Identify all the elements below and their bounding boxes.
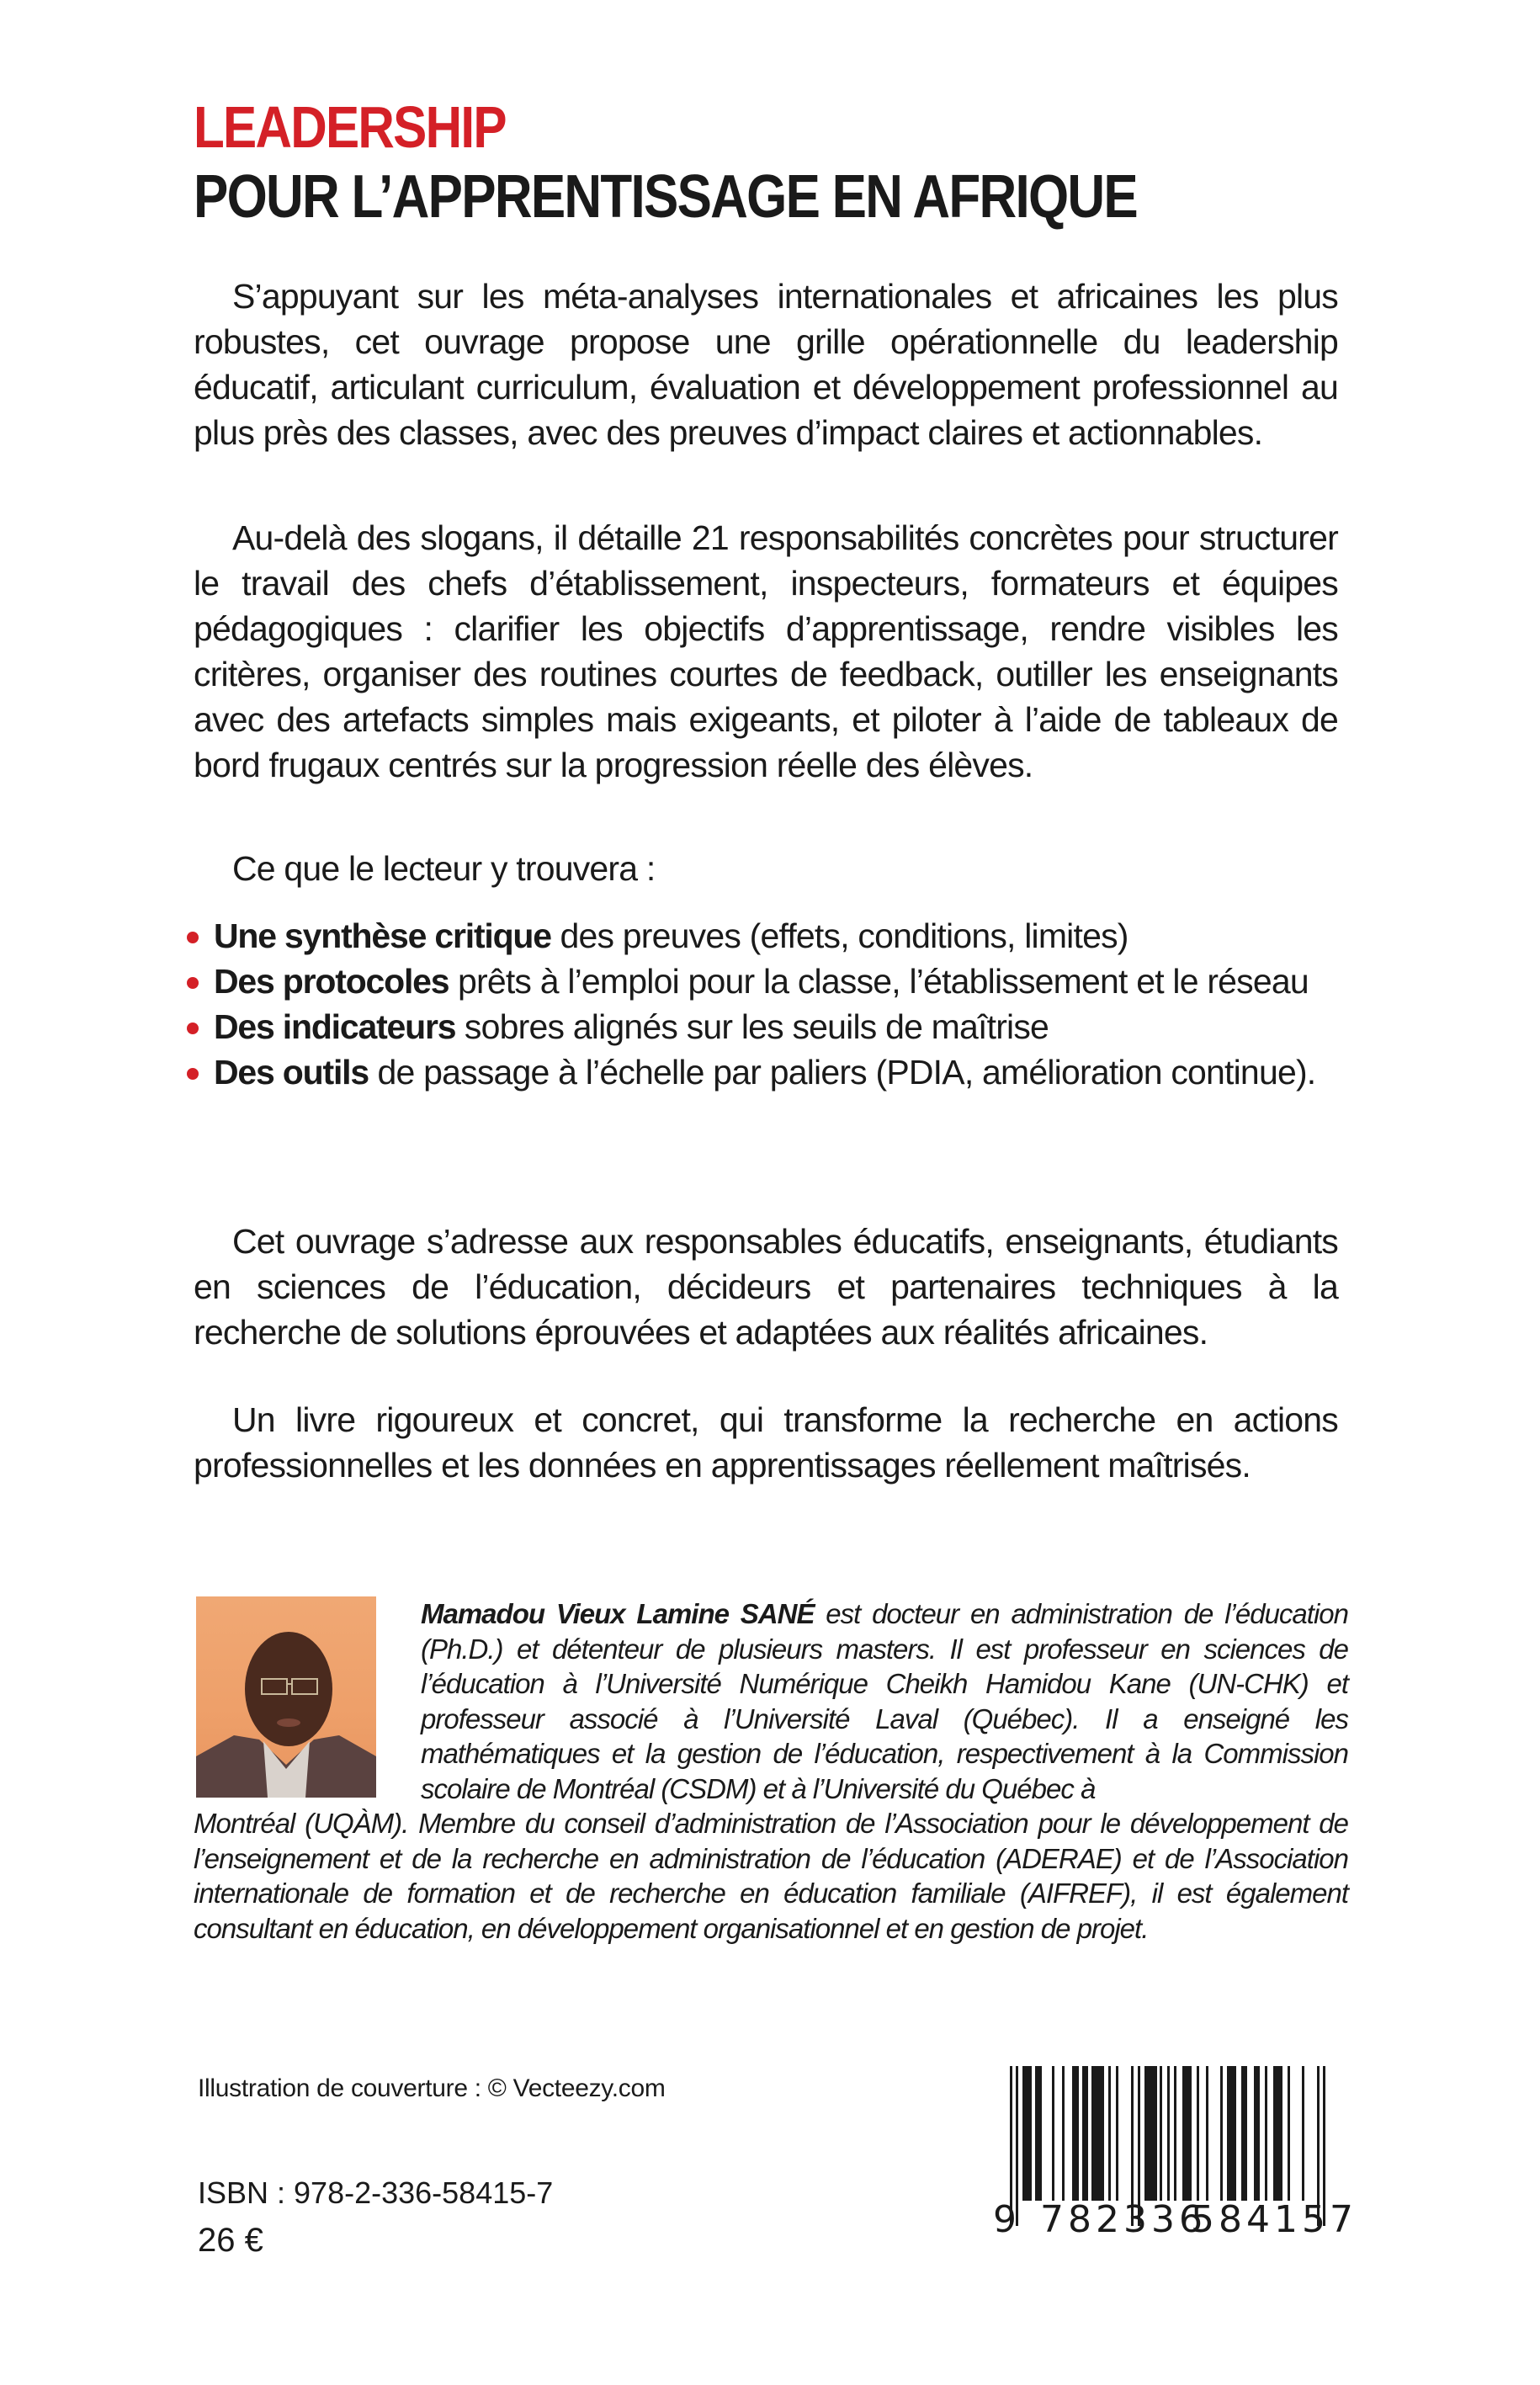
isbn-text: ISBN : 978-2-336-58415-7 [198, 2175, 554, 2210]
list-item [187, 913, 1348, 959]
barcode-first-digit: 9 [993, 2198, 1017, 2241]
author-portrait-icon [196, 1596, 376, 1798]
blurb-paragraph-3: Cet ouvrage s’adresse aux responsables éducatifs, enseignants, étudiants en sciences de l’éducation, décideurs et partenaires techniques à la recherche de solutions éprouvées et adaptées aux réalités africaines. [194, 1222, 1338, 1352]
list-item-text: sobres alignés sur les seuils de maîtrise [455, 1007, 1049, 1046]
bullet-dot-icon [187, 1023, 199, 1034]
list-item-bold: Une synthèse critique [214, 916, 551, 955]
list-item [187, 1004, 1348, 1049]
blurb-paragraph-2: Au-delà des slogans, il détaille 21 responsabilités concrètes pour structurer le travail des chefs d’établissement, inspecteurs, formateurs et équipes pédagogiques : clarifier les objectifs d’apprentissage, rendre visibles les critères, organiser des routines courtes de feedback, outiller les enseignants avec des artefacts simples mais exigeants, et piloter à l’aide de tableaux de bord frugaux centrés sur la progression réelle des élèves. [194, 518, 1338, 784]
cover-credit: Illustration de couverture : © Vecteezy.com [198, 2074, 666, 2102]
title-line-2: POUR L’APPRENTISSAGE EN AFRIQUE [194, 163, 1138, 231]
author-name: Mamadou Vieux Lamine SANÉ [421, 1598, 815, 1629]
price-text: 26 € [198, 2222, 263, 2259]
author-bio-text: est docteur en administration de l’éducation (Ph.D.) et détenteur de plusieurs masters. Il est professeur en sciences de l’éducation à l’Université Numérique Cheikh Hamidou Kane (UN-CHK) et professeur associé à l’Université Laval (Québec). Il a enseigné les mathématiques et la gestion de l’éducation, respectivement à la Commission scolaire de Montréal (CSDM) et à l’Université du Québec à [421, 1598, 1348, 1804]
list-item-text: des preuves (effets, conditions, limites) [550, 916, 1128, 955]
book-title [194, 94, 1372, 232]
list-item-bold: Des indicateurs [214, 1007, 456, 1046]
blurb-paragraph-4: Un livre rigoureux et concret, qui transforme la recherche en actions professionnelles et les données en apprentissages réellement maîtrisés. [194, 1400, 1338, 1485]
author-bio-top [421, 1596, 1348, 1806]
bullet-dot-icon [187, 1068, 199, 1080]
list-item [187, 959, 1348, 1004]
bullet-dot-icon [187, 977, 199, 989]
list-item [187, 1049, 1348, 1095]
bullet-dot-icon [187, 932, 199, 943]
list-intro: Ce que le lecteur y trouvera : [232, 849, 656, 888]
barcode-digits [993, 2198, 1357, 2249]
list-item-text: prêts à l’emploi pour la classe, l’établissement et le réseau [449, 962, 1309, 1001]
list-item-bold: Des protocoles [214, 962, 449, 1001]
list-item-bold: Des outils [214, 1053, 369, 1092]
title-line-1: LEADERSHIP [194, 94, 506, 160]
author-photo [196, 1596, 376, 1798]
list-item-text: de passage à l’échelle par paliers (PDIA, amélioration continue). [368, 1053, 1316, 1092]
feature-list [187, 913, 1348, 1095]
barcode-right-group: 584157 [1191, 2198, 1357, 2241]
author-bio-bottom: Montréal (UQÀM). Membre du conseil d’administration de l’Association pour le développement de l’enseignement et de la recherche en administration de l’éducation (ADERAE) et de l’Association internationale de formation et de recherche en éducation familiale (AIFREF), il est également consultant en éducation, en développement organisationnel et en gestion de projet. [194, 1808, 1348, 1944]
barcode-left-group: 782336 [1040, 2198, 1207, 2241]
blurb-paragraph-1: S’appuyant sur les méta-analyses internationales et africaines les plus robustes, cet ouvrage propose une grille opérationnelle du leadership éducatif, articulant curriculum, évaluation et développement professionnel au plus près des classes, avec des preuves d’impact claires et actionnables. [194, 277, 1338, 452]
